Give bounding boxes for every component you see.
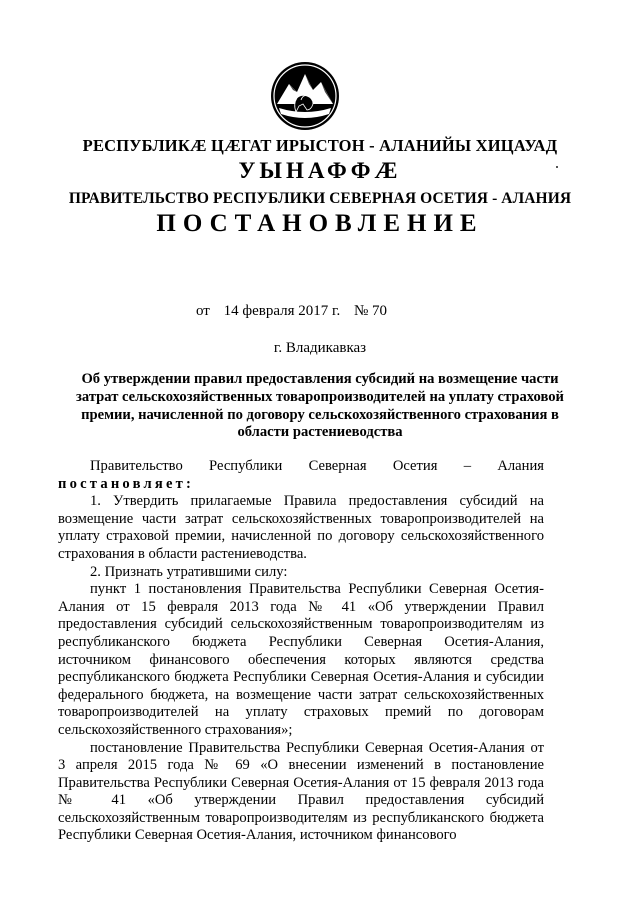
scan-speck	[556, 166, 558, 168]
coat-of-arms-emblem-icon	[269, 60, 341, 132]
intro-text: Правительство Республики Северная Осетия – Алания	[90, 458, 544, 474]
government-line: ПРАВИТЕЛЬСТВО РЕСПУБЛИКИ СЕВЕРНАЯ ОСЕТИЯ - АЛАНИЯ	[68, 190, 572, 207]
resolves-line	[58, 476, 544, 494]
date-line	[196, 303, 397, 320]
paragraph-4: постановление Правительства Республики Северная Осетия-Алания от 3 апреля 2015 года № 69 «О внесении изменений в постановление Правительства Республики Северная Осетия-Алания от 15 февраля 2013 года № 41 «Об утверждении Правил предоставления субсидий сельскохозяйственным товаропроизводителям из республиканского бюджета Республики Северная Осетия-Алания, источником финансового	[58, 739, 544, 844]
paragraph-2: 2. Признать утратившими силу:	[90, 563, 288, 580]
resolves-word: постановляет:	[58, 475, 195, 492]
date-prefix: от	[196, 303, 210, 319]
document-title: Об утверждении правил предоставления субсидий на возмещение части затрат сельскохозяйственных товаропроизводителей на уплату страховой премии, начисленной по договору сельскохозяйственного страхования в области растениеводства	[76, 371, 564, 441]
intro-paragraph	[58, 458, 544, 476]
paragraph-3: пункт 1 постановления Правительства Республики Северная Осетия-Алания от 15 февраля 2013 года № 41 «Об утверждении Правил предоставления субсидий сельскохозяйственным товаропроизводителям из республиканского бюджета Республики Северная Осетия-Алания, источником финансового обеспечения которых являются средства республиканского бюджета Республики Северная Осетия-Алания и субсидии федерального бюджета, на возмещение части затрат сельскохозяйственных товаропроизводителей на уплату страховых премий по договорам сельскохозяйственного страхования»;	[58, 581, 544, 738]
document-city: г. Владикавказ	[273, 340, 367, 356]
document-number: № 70	[353, 303, 388, 319]
paragraph-1: 1. Утвердить прилагаемые Правила предоставления субсидий на возмещение части затрат сельскохозяйственных товаропроизводителей на уплату страховой премии, начисленной по договору сельскохозяйственного страхования в области растениеводства.	[58, 493, 544, 562]
document-body	[58, 458, 544, 845]
document-date: 14 февраля 2017 г.	[223, 303, 341, 319]
ossetian-government-line: РЕСПУБЛИКӔ ЦӔГАТ ИРЫСТОН - АЛАНИЙЫ ХИЦАУАД	[82, 136, 558, 155]
document-type-heading: ПОСТАНОВЛЕНИЕ	[156, 210, 484, 237]
ossetian-document-type: УЫНАФФӔ	[238, 158, 402, 183]
